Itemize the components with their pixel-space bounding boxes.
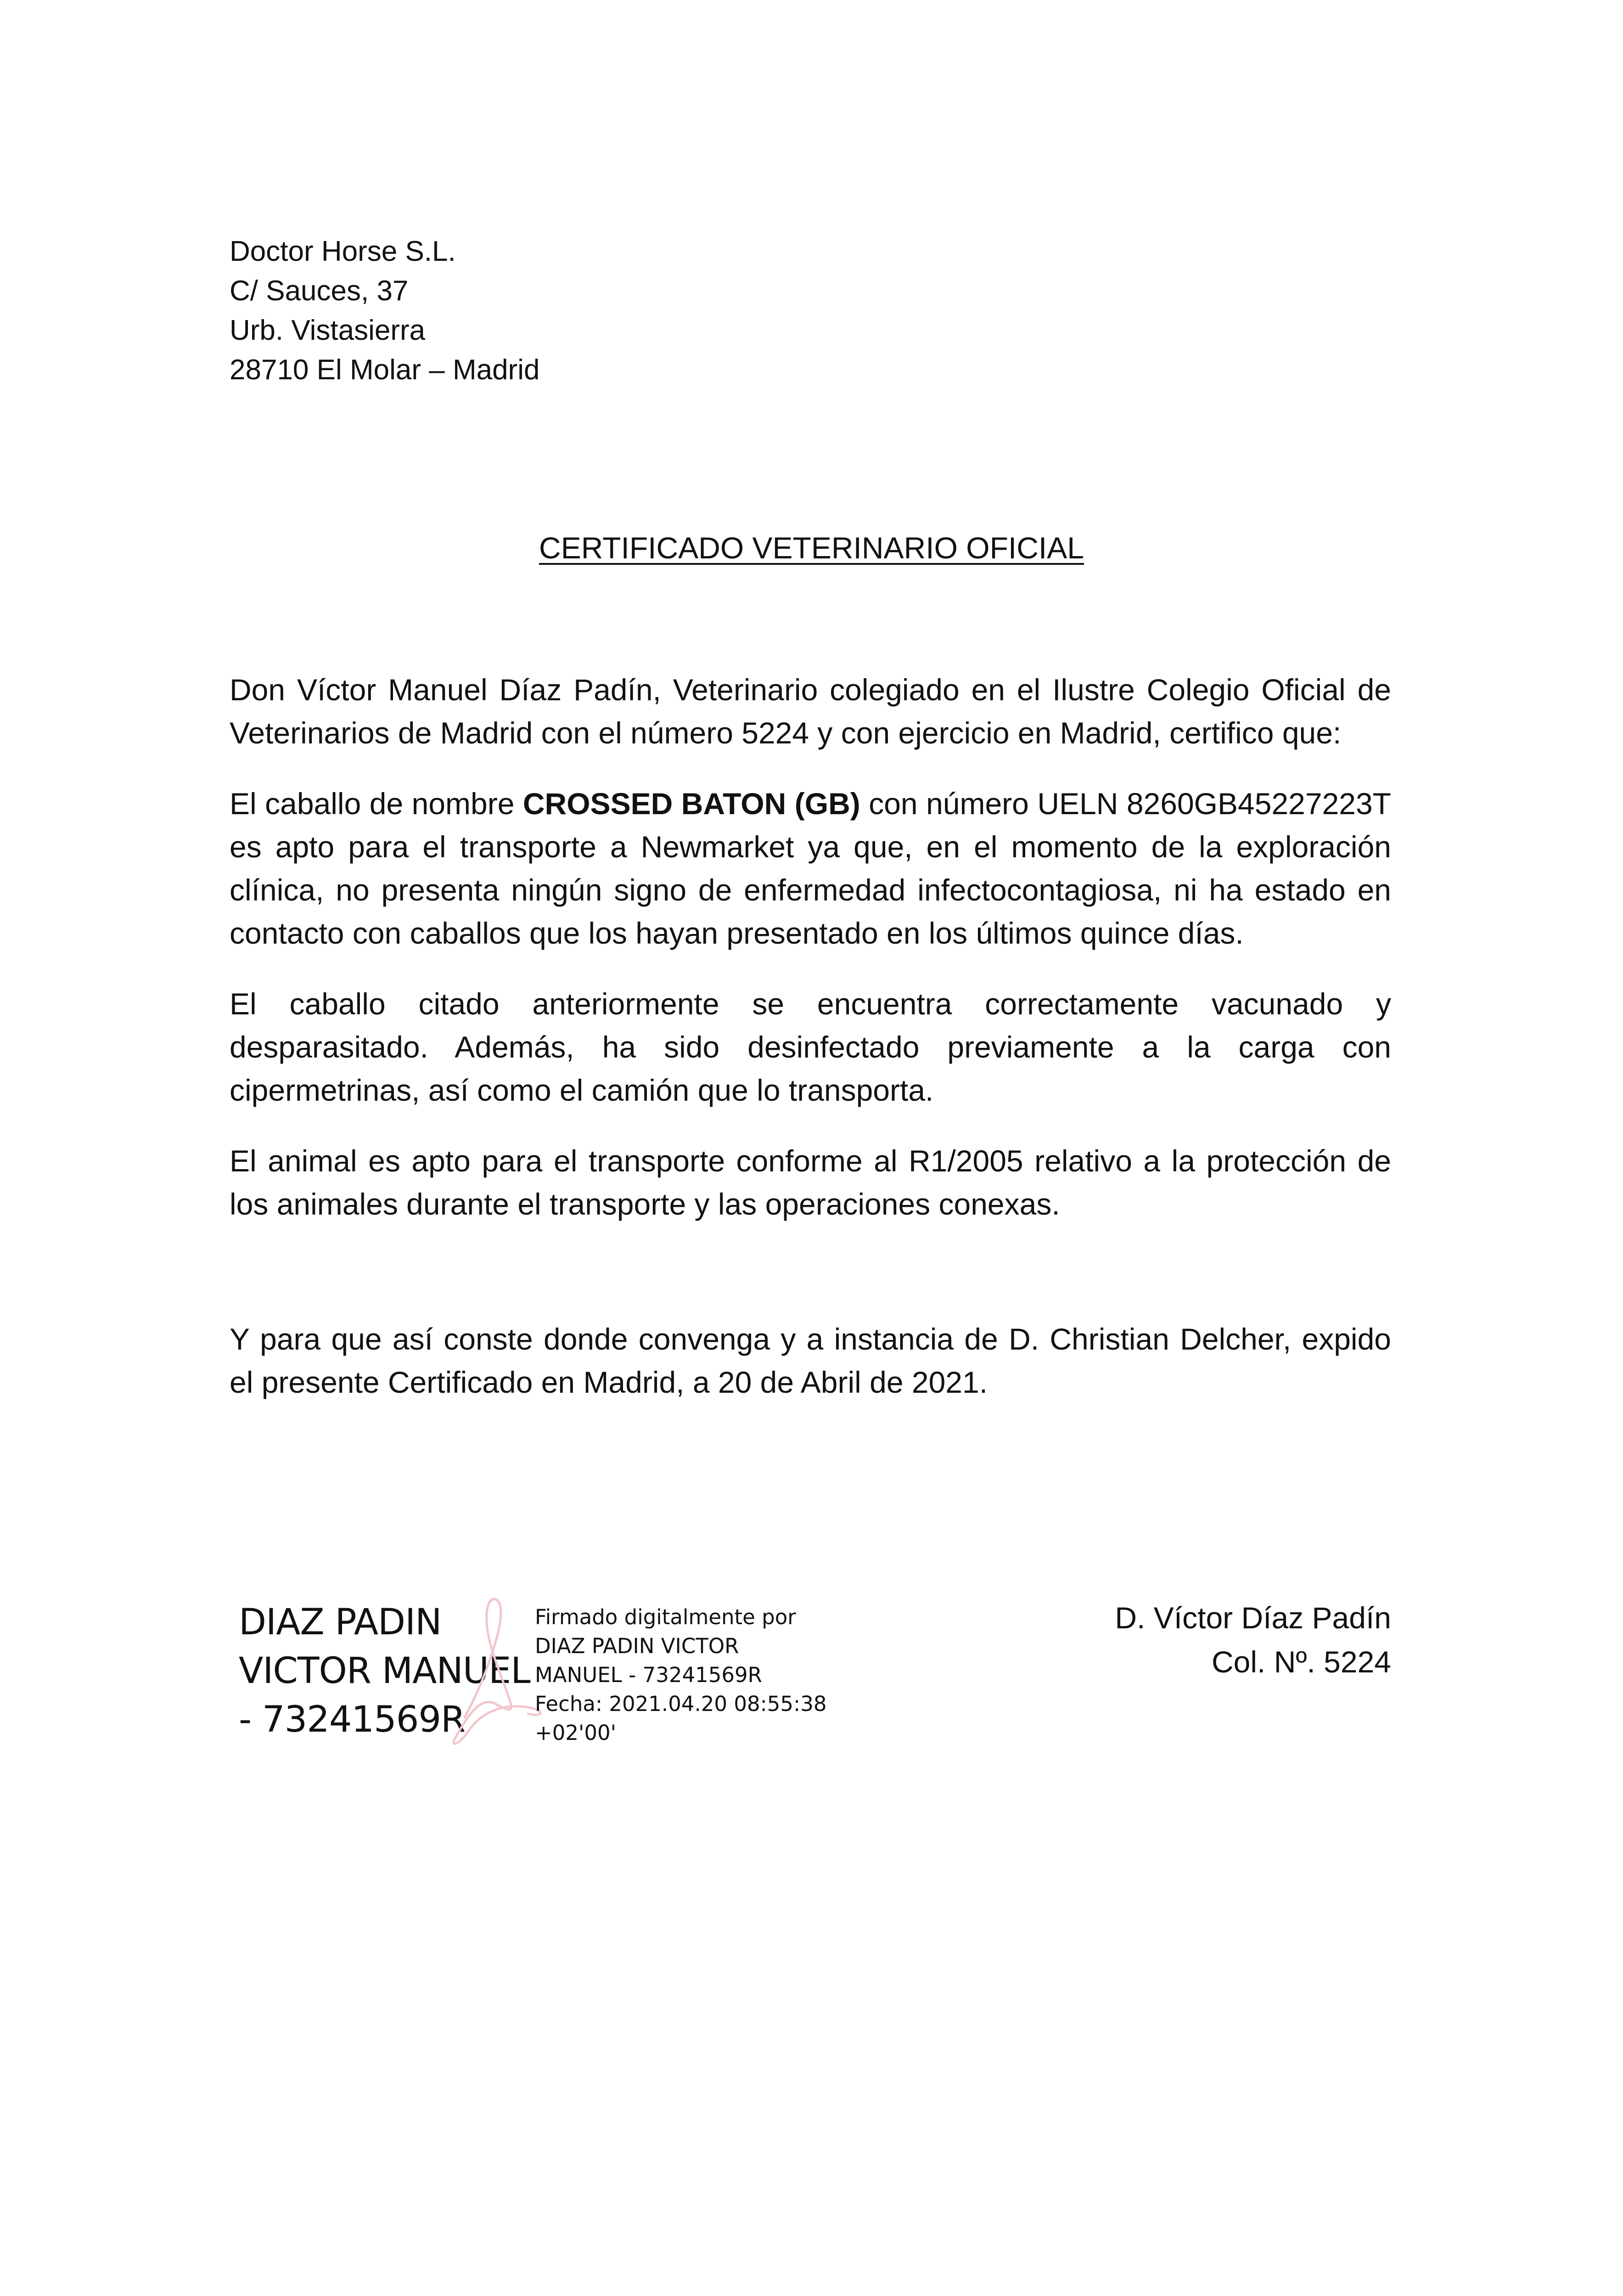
horse-paragraph <box>230 782 1391 955</box>
signature-details <box>535 1603 826 1747</box>
certificate-body <box>230 668 1391 1431</box>
vaccination-paragraph: El caballo citado anteriormente se encuentra correctamente vacunado y desparasitado. Además, ha sido desinfectado previamente a la carga con cipermetrinas, así como el camión que lo transporta. <box>230 987 1391 1107</box>
transport-paragraph: El animal es apto para el transporte conforme al R1/2005 relativo a la protección de los animales durante el transporte y las operaciones conexas. <box>230 1144 1391 1221</box>
intro-paragraph: Don Víctor Manuel Díaz Padín, Veterinario colegiado en el Ilustre Colegio Oficial de Veterinarios de Madrid con el número 5224 y con ejercicio en Madrid, certifico que: <box>230 673 1391 750</box>
digital-signature <box>239 1598 836 1763</box>
signature-detail-date: Fecha: 2021.04.20 08:55:38 <box>535 1692 827 1716</box>
horse-text-before: El caballo de nombre <box>230 787 523 821</box>
horse-name: CROSSED BATON (GB) <box>522 787 860 821</box>
closing-paragraph: Y para que así conste donde convenga y a instancia de D. Christian Delcher, expido el presente Certificado en Madrid, a 20 de Abril de 2021. <box>230 1322 1391 1399</box>
signature-name-line: DIAZ PADIN <box>239 1602 442 1643</box>
signature-detail-line: MANUEL - 73241569R <box>535 1663 762 1687</box>
address-line-street: C/ Sauces, 37 <box>230 275 409 307</box>
horse-text-after: con número UELN 8260GB45227223T es apto para el transporte a Newmarket ya que, en el momento de la exploración clínica, no presenta ningún signo de enfermedad infectocontagiosa, ni ha estado en contacto con caballos que los hayan presentado en los últimos quince días. <box>230 787 1391 950</box>
address-line-area: Urb. Vistasierra <box>230 315 426 346</box>
signature-name-line: - 73241569R <box>239 1699 466 1740</box>
sender-address <box>230 232 539 390</box>
address-line-company: Doctor Horse S.L. <box>230 236 456 267</box>
document-title: CERTIFICADO VETERINARIO OFICIAL <box>539 531 1084 565</box>
adobe-signature-icon <box>436 1593 546 1750</box>
address-line-city: 28710 El Molar – Madrid <box>230 354 540 386</box>
signature-detail-line: Firmado digitalmente por <box>535 1605 796 1629</box>
signature-name-line: VICTOR MANUEL <box>239 1650 530 1692</box>
signature-detail-line: DIAZ PADIN VICTOR <box>535 1634 739 1658</box>
signer-registration: Col. Nº. 5224 <box>1212 1645 1391 1679</box>
signature-detail-timezone: +02'00' <box>535 1721 616 1745</box>
signer-name: D. Víctor Díaz Padín <box>1115 1601 1391 1635</box>
signer-block <box>1115 1596 1391 1684</box>
